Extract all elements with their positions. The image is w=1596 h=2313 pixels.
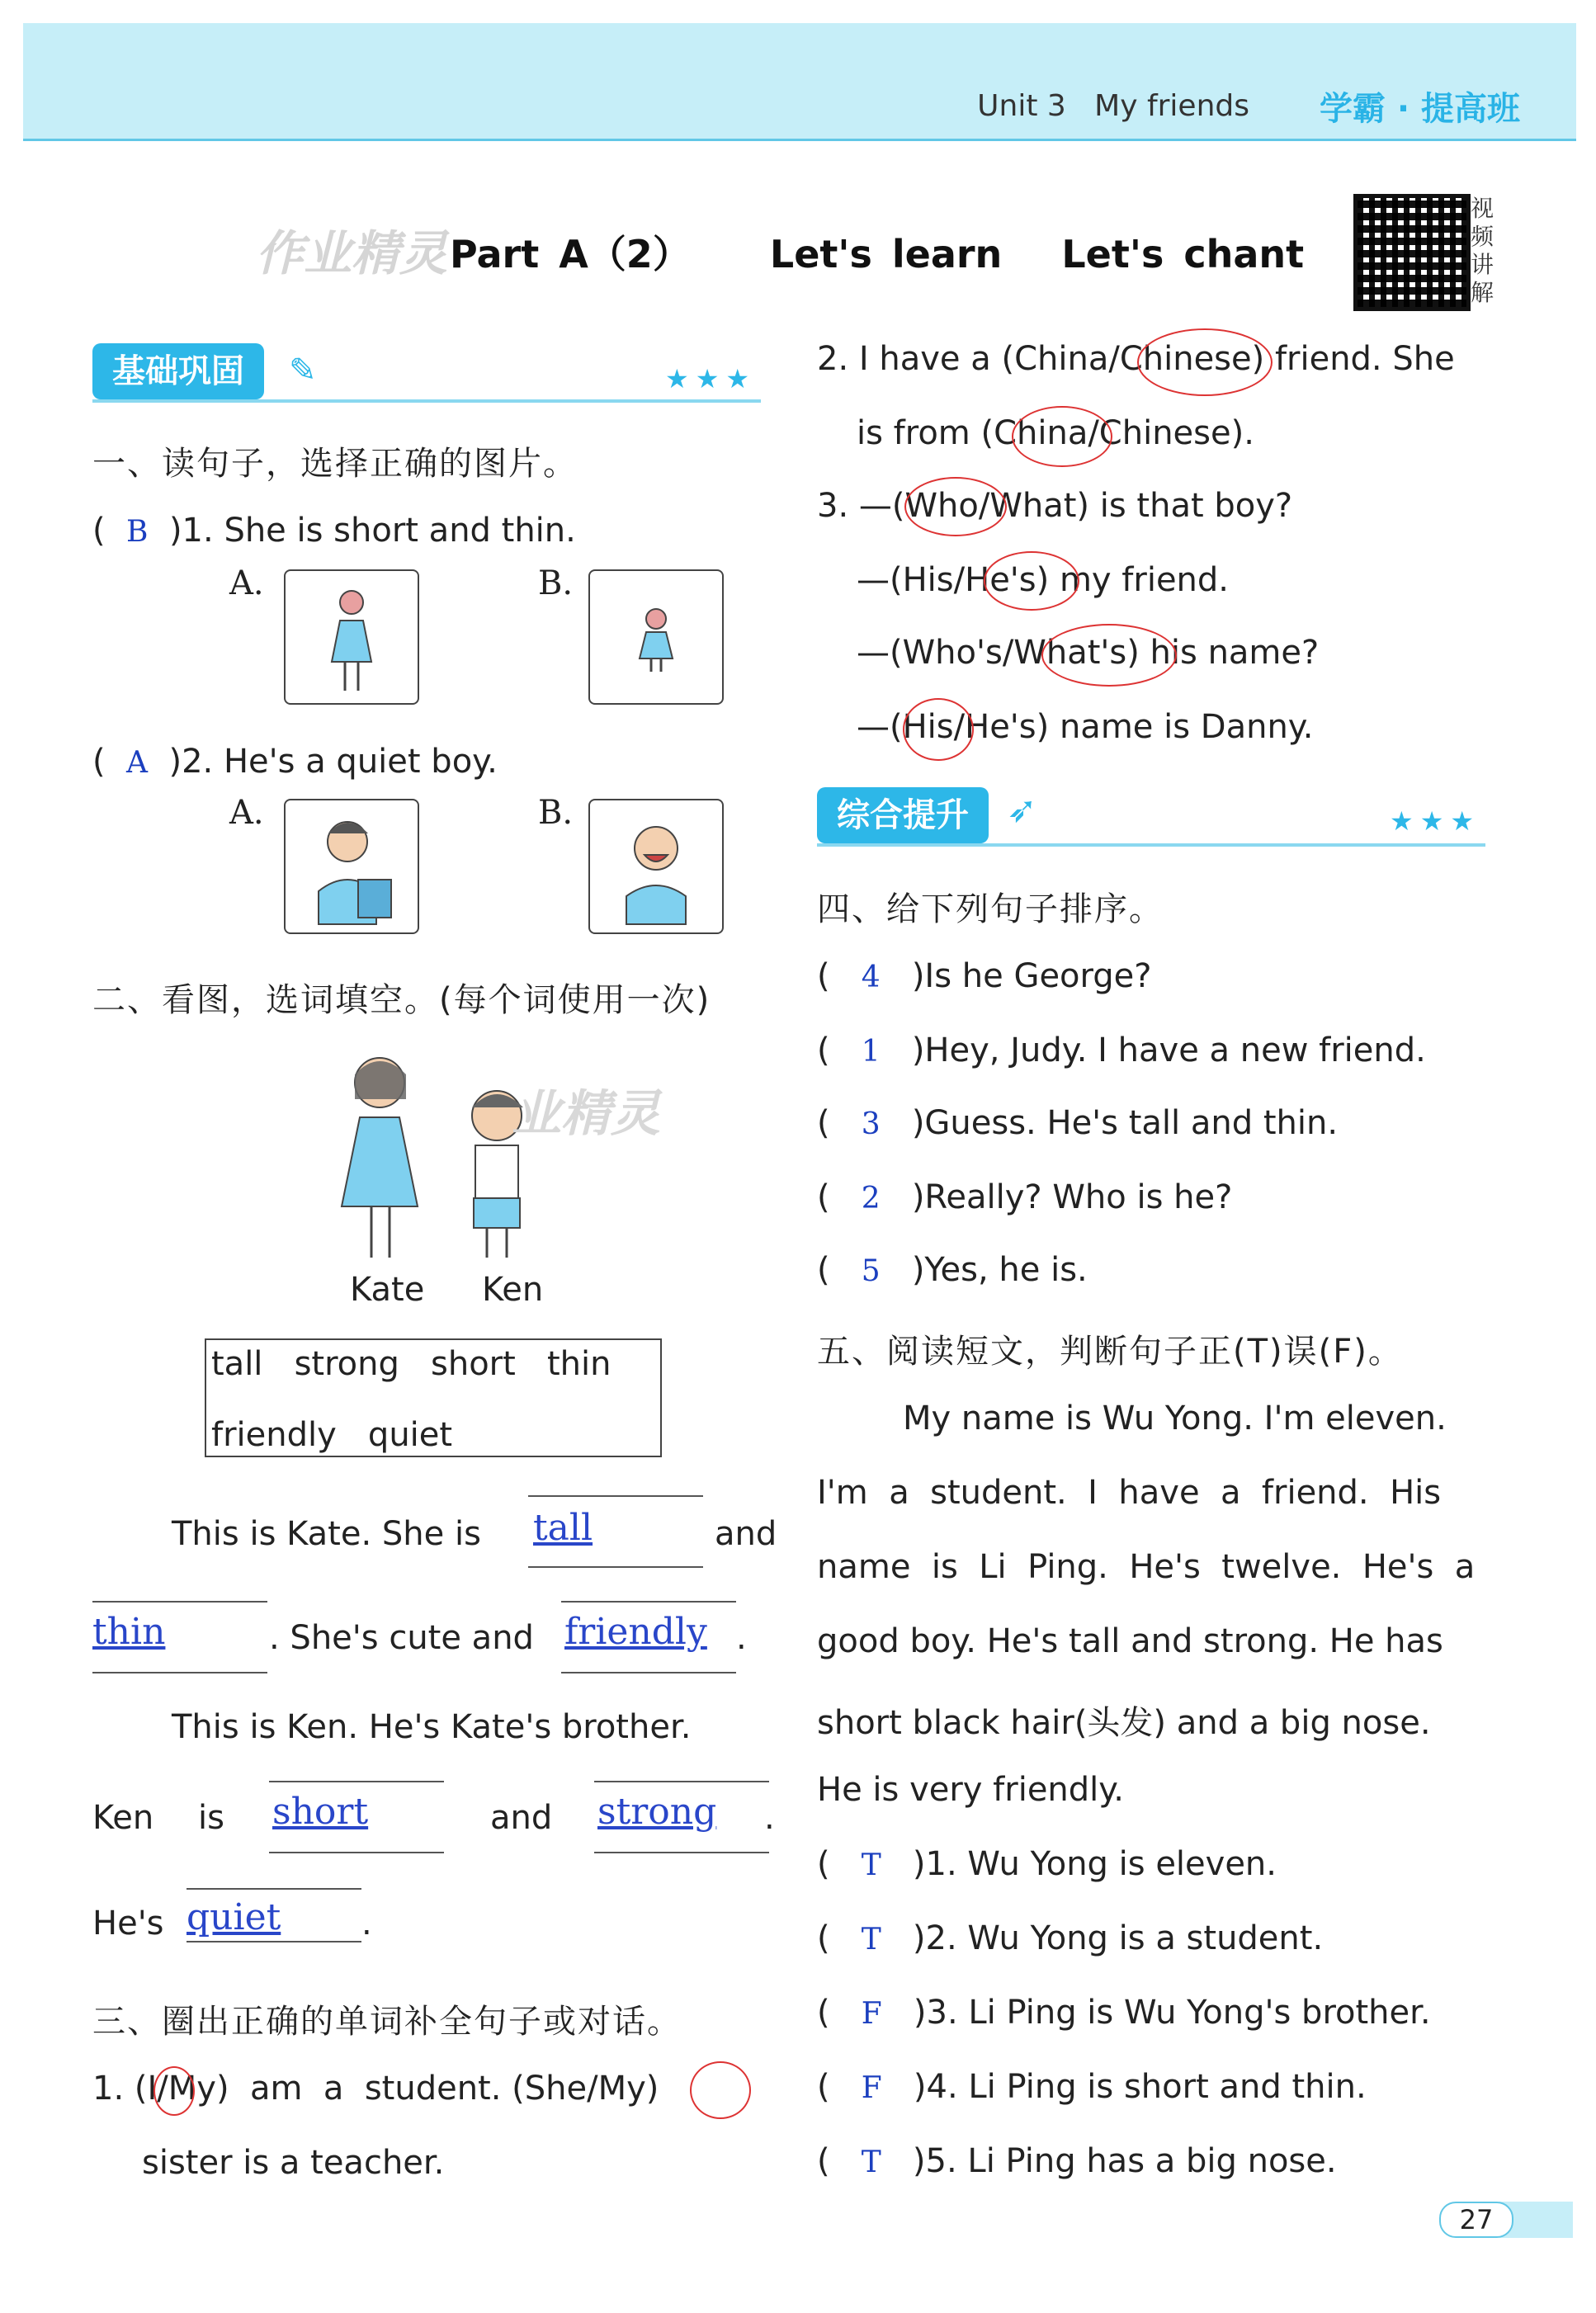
order-item: ( 4 )Is he George? <box>817 957 1152 995</box>
pencil-icon: ✎ <box>289 352 317 389</box>
tf-item: ( T )1. Wu Yong is eleven. <box>817 1845 1277 1883</box>
watermark: 业精灵 <box>512 1085 660 1143</box>
option-b-label: B. <box>538 794 574 832</box>
order-item: ( 5 )Yes, he is. <box>817 1251 1088 1289</box>
dialog-line-3: —(Who's/What's) his name? <box>857 634 1320 672</box>
question-3-item-3: 3. —(Who/What) is that boy? <box>817 487 1293 525</box>
word-box-line-1: tall strong short thin <box>211 1345 611 1383</box>
passage-line: short black hair(头发) and a big nose. <box>817 1704 1431 1742</box>
answer: B <box>126 515 149 549</box>
word-and: and <box>715 1515 777 1553</box>
star-rating-icon: ★★★ <box>665 363 757 394</box>
answer-circle <box>984 551 1079 611</box>
ken-sentence: This is Ken. He's Kate's brother. <box>172 1708 692 1746</box>
word-and: and <box>490 1799 553 1837</box>
answer-circle <box>904 477 1007 536</box>
page-title: Part A（2） Let's learn Let's chant <box>450 232 1305 276</box>
blank-bottom-line <box>92 1672 267 1673</box>
rocket-icon: ➶ <box>1007 789 1037 831</box>
answer-circle <box>1012 406 1112 467</box>
dialog-line-2: —(His/He's) my friend. <box>857 561 1230 599</box>
question-3-title: 三、圈出正确的单词补全句子或对话。 <box>92 2003 682 2041</box>
blank-answer: short <box>272 1791 369 1833</box>
question-5-title: 五、阅读短文，判断句子正(T)误(F)。 <box>817 1333 1403 1371</box>
blank-top-line <box>92 1601 267 1603</box>
question-1-title: 一、读句子，选择正确的图片。 <box>92 445 578 483</box>
section-tag-advanced: 综合提升 <box>817 787 989 843</box>
section-divider <box>817 843 1485 847</box>
blank-answer: quiet <box>187 1896 281 1938</box>
question-3-item-2: 2. I have a (China/Chinese) friend. She <box>817 340 1455 378</box>
question-1-item-1: ( B )1. She is short and thin. <box>92 512 576 550</box>
tall-girl-picture <box>284 569 419 705</box>
answer-circle <box>1041 624 1177 687</box>
question-1-item-2: ( A )2. He's a quiet boy. <box>92 743 498 781</box>
page-number: 27 <box>1439 2202 1513 2238</box>
blank-answer: strong <box>597 1791 717 1833</box>
word-is: is <box>198 1799 224 1837</box>
blank-bottom-line <box>187 1941 361 1942</box>
question-3-item-1: 1. (I/My) am a student. (She/My) <box>92 2070 659 2108</box>
answer-circle <box>153 2066 195 2116</box>
blank-answer: thin <box>92 1611 166 1653</box>
kate-sentence-2: . She's cute and <box>269 1619 534 1657</box>
option-a-label: A. <box>229 794 264 832</box>
period: . <box>736 1619 747 1657</box>
blank-bottom-line <box>594 1852 769 1853</box>
period: . <box>361 1905 372 1942</box>
label-ken: Ken <box>482 1271 544 1309</box>
blank-bottom-line <box>561 1672 736 1673</box>
period: . <box>764 1799 775 1837</box>
option-a-label: A. <box>229 564 264 602</box>
boy-laughing-picture <box>588 799 724 934</box>
dialog-line-4: —(His/He's) name is Danny. <box>857 708 1314 746</box>
blank-answer: friendly <box>564 1611 707 1653</box>
order-item: ( 2 )Really? Who is he? <box>817 1178 1233 1216</box>
word-ken: Ken <box>92 1799 154 1837</box>
order-item: ( 3 )Guess. He's tall and thin. <box>817 1104 1339 1142</box>
blank-top-line <box>561 1601 736 1603</box>
answer-circle <box>1137 328 1273 396</box>
tf-item: ( T )2. Wu Yong is a student. <box>817 1919 1324 1957</box>
boy-reading-picture <box>284 799 419 934</box>
blank-answer: tall <box>533 1507 593 1549</box>
unit-label: Unit 3 My friends <box>977 89 1249 123</box>
answer-circle <box>903 698 974 761</box>
qr-label: 视频讲解 <box>1471 195 1494 306</box>
qr-code-icon[interactable] <box>1353 194 1471 311</box>
tf-item: ( T )5. Li Ping has a big nose. <box>817 2142 1337 2180</box>
section-tag-basic: 基础巩固 <box>92 343 264 399</box>
section-divider <box>92 399 761 403</box>
kate-sentence: This is Kate. She is <box>172 1515 481 1553</box>
word-hes: He's <box>92 1905 164 1942</box>
short-girl-picture <box>588 569 724 705</box>
passage-line: good boy. He's tall and strong. He has <box>817 1622 1443 1660</box>
star-rating-icon: ★★★ <box>1390 805 1481 837</box>
option-b-label: B. <box>538 564 574 602</box>
answer-circle <box>690 2061 751 2119</box>
question-4-title: 四、给下列句子排序。 <box>817 890 1164 928</box>
question-3-item-2-cont: is from (China/Chinese). <box>857 414 1254 452</box>
blank-top-line <box>594 1781 769 1782</box>
word-box-line-2: friendly quiet <box>211 1416 453 1454</box>
question-2-title: 二、看图，选词填空。(每个词使用一次) <box>92 981 711 1019</box>
tf-item: ( F )4. Li Ping is short and thin. <box>817 2068 1367 2106</box>
blank-bottom-line <box>269 1852 444 1853</box>
blank-top-line <box>269 1781 444 1782</box>
tf-item: ( F )3. Li Ping is Wu Yong's brother. <box>817 1994 1431 2032</box>
brand-logo: 学霸 · 提高班 <box>1319 90 1520 128</box>
blank-bottom-line <box>528 1566 703 1568</box>
watermark: 作业精灵 <box>256 225 448 281</box>
answer: A <box>126 746 149 780</box>
question-3-item-1-cont: sister is a teacher. <box>142 2144 445 2182</box>
passage-line: He is very friendly. <box>817 1771 1124 1809</box>
passage-line: I'm a student. I have a friend. His <box>817 1474 1442 1512</box>
blank-top-line <box>187 1888 361 1890</box>
passage-line: name is Li Ping. He's twelve. He's a <box>817 1548 1476 1586</box>
blank-top-line <box>528 1495 703 1497</box>
label-kate: Kate <box>350 1271 425 1309</box>
order-item: ( 1 )Hey, Judy. I have a new friend. <box>817 1031 1426 1069</box>
passage-line: My name is Wu Yong. I'm eleven. <box>903 1400 1447 1437</box>
